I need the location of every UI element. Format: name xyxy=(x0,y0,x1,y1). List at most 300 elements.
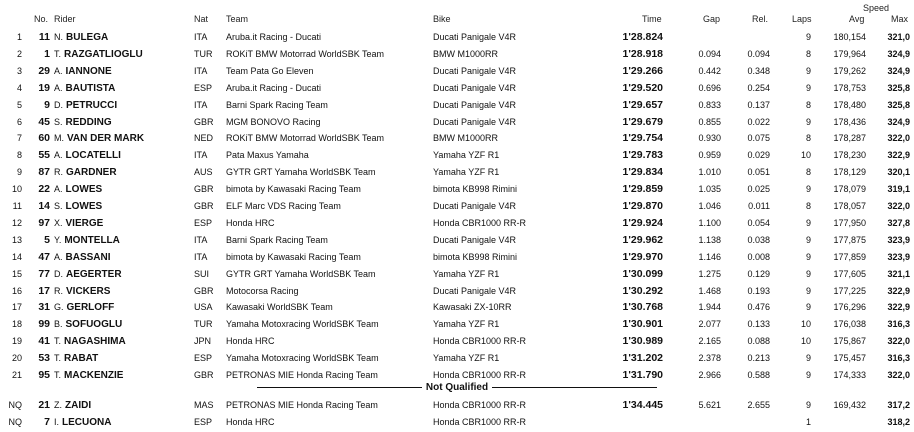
nationality-cell: ITA xyxy=(194,32,208,42)
rider-cell xyxy=(54,46,194,64)
time-cell: 1'30.099 xyxy=(622,267,663,280)
bike-cell: Yamaha YZF R1 xyxy=(433,150,500,161)
laps-cell: 9 xyxy=(805,217,811,228)
rider-surname: BULEGA xyxy=(66,32,109,43)
nationality-cell: TUR xyxy=(194,319,213,330)
laps-cell: 8 xyxy=(805,167,811,178)
rider-cell xyxy=(54,283,194,301)
time-cell: 1'29.924 xyxy=(622,216,663,229)
laps-cell: 9 xyxy=(805,184,811,195)
max-speed-cell: 322,9 xyxy=(887,302,910,313)
rel-cell: 0.011 xyxy=(748,201,770,211)
rider-initial: Y. xyxy=(54,234,62,245)
avg-speed-cell: 179,964 xyxy=(833,48,866,59)
separator-line-right xyxy=(492,387,657,388)
not-qualified-separator xyxy=(0,379,914,396)
avg-speed-cell: 175,867 xyxy=(833,336,866,347)
table-row xyxy=(0,164,914,181)
rider-surname: LOWES xyxy=(65,201,103,212)
rider-cell xyxy=(54,130,194,148)
rider-number-cell: 60 xyxy=(38,132,50,145)
time-cell: 1'29.962 xyxy=(622,233,663,246)
rider-surname: LOCATELLI xyxy=(65,150,121,162)
rider-cell xyxy=(54,350,194,368)
max-speed-cell: 323,9 xyxy=(887,251,910,262)
rel-cell: 0.029 xyxy=(747,150,770,161)
avg-speed-cell: 178,753 xyxy=(833,82,866,93)
gap-cell: 2.966 xyxy=(698,370,721,380)
rider-initial: T. xyxy=(54,48,62,59)
rider-cell xyxy=(54,114,194,132)
table-row xyxy=(0,266,914,283)
team-cell: Barni Spark Racing Team xyxy=(226,234,328,245)
team-cell: Honda HRC xyxy=(226,416,275,427)
avg-speed-cell: 174,333 xyxy=(833,370,866,380)
max-speed-cell: 321,0 xyxy=(887,32,910,42)
position-cell: 10 xyxy=(11,184,22,195)
team-cell: Aruba.it Racing - Ducati xyxy=(226,32,322,42)
rider-number-cell: 31 xyxy=(38,301,50,314)
rider-surname: RABAT xyxy=(64,353,99,365)
table-row xyxy=(0,198,914,215)
rider-cell xyxy=(54,299,194,317)
nationality-cell: GBR xyxy=(194,370,214,380)
time-cell: 1'30.768 xyxy=(622,301,663,314)
gap-cell: 0.959 xyxy=(698,150,721,161)
time-cell: 1'30.292 xyxy=(622,284,663,297)
rider-cell xyxy=(54,97,194,115)
laps-cell: 9 xyxy=(805,302,811,313)
rider-initial: R. xyxy=(54,285,63,296)
laps-cell: 8 xyxy=(805,133,811,144)
rider-initial: D. xyxy=(54,99,63,110)
rider-initial: M. xyxy=(54,133,64,144)
rider-initial: I. xyxy=(54,416,60,427)
rider-number-cell: 95 xyxy=(38,369,50,381)
header-time: Time xyxy=(642,14,662,24)
time-cell: 1'29.834 xyxy=(622,166,663,179)
rider-cell xyxy=(54,198,194,216)
nationality-cell: NED xyxy=(194,133,214,144)
nationality-cell: ESP xyxy=(194,416,213,427)
time-cell: 1'29.657 xyxy=(622,98,663,111)
bike-cell: Ducati Panigale V4R xyxy=(433,82,517,93)
avg-speed-cell: 180,154 xyxy=(833,32,866,42)
separator-line-left xyxy=(257,387,422,388)
bike-cell: Yamaha YZF R1 xyxy=(433,353,500,364)
laps-cell: 9 xyxy=(805,285,811,296)
team-cell: Aruba.it Racing - Ducati xyxy=(226,82,322,93)
rider-surname: VIERGE xyxy=(65,217,104,229)
rel-cell: 0.476 xyxy=(747,302,770,313)
nationality-cell: GBR xyxy=(194,184,214,195)
team-cell: Yamaha Motoxracing WorldSBK Team xyxy=(226,353,379,364)
position-cell: 4 xyxy=(16,82,22,93)
nationality-cell: ITA xyxy=(194,65,208,76)
time-cell: 1'29.970 xyxy=(622,250,663,263)
time-cell: 1'34.445 xyxy=(622,399,663,411)
position-cell: 13 xyxy=(11,234,22,245)
avg-speed-cell: 177,605 xyxy=(833,268,866,279)
rel-cell: 0.051 xyxy=(747,167,770,178)
gap-cell: 5.621 xyxy=(698,400,721,410)
table-row xyxy=(0,232,914,249)
nationality-cell: ESP xyxy=(194,217,213,228)
nationality-cell: ITA xyxy=(194,99,208,110)
position-cell: 17 xyxy=(11,302,22,313)
rider-initial: D. xyxy=(54,268,63,279)
team-cell: Team Pata Go Eleven xyxy=(226,65,314,76)
position-cell: 21 xyxy=(11,370,22,380)
rider-cell xyxy=(54,181,194,199)
nationality-cell: MAS xyxy=(194,400,214,410)
rider-initial: S. xyxy=(54,116,63,127)
position-cell: 15 xyxy=(11,268,22,279)
gap-cell: 1.944 xyxy=(698,302,721,313)
header-rel: Rel. xyxy=(752,14,769,24)
rider-number-cell: 1 xyxy=(44,47,50,60)
position-cell: 11 xyxy=(12,201,22,211)
rider-surname: REDDING xyxy=(65,116,112,128)
max-speed-cell: 325,8 xyxy=(887,99,910,110)
header-rider: Rider xyxy=(54,14,76,24)
rider-surname: PETRUCCI xyxy=(66,99,118,111)
rel-cell: 0.129 xyxy=(747,268,770,279)
rider-surname: MONTELLA xyxy=(64,234,120,246)
laps-cell: 9 xyxy=(805,234,811,245)
table-row xyxy=(0,181,914,198)
time-cell: 1'29.679 xyxy=(622,115,663,128)
bike-cell: Ducati Panigale V4R xyxy=(433,32,517,42)
rider-surname: SOFUOGLU xyxy=(65,319,123,331)
max-speed-cell: 316,3 xyxy=(887,353,910,364)
rel-cell: 0.054 xyxy=(747,217,770,228)
rider-cell xyxy=(54,147,194,165)
avg-speed-cell: 177,875 xyxy=(833,234,866,245)
bike-cell: BMW M1000RR xyxy=(433,133,499,144)
rider-initial: B. xyxy=(54,319,63,330)
avg-speed-cell: 176,038 xyxy=(833,319,866,330)
rider-number-cell: 5 xyxy=(44,233,50,246)
max-speed-cell: 322,9 xyxy=(887,150,910,161)
avg-speed-cell: 178,480 xyxy=(833,99,866,110)
max-speed-cell: 319,1 xyxy=(887,184,910,195)
rider-number-cell: 29 xyxy=(38,64,50,77)
nationality-cell: GBR xyxy=(194,116,214,127)
bike-cell: BMW M1000RR xyxy=(433,48,499,59)
time-cell: 1'29.870 xyxy=(622,200,663,212)
position-cell: 12 xyxy=(11,217,22,228)
laps-cell: 9 xyxy=(805,251,811,262)
max-speed-cell: 324,9 xyxy=(887,48,910,59)
rider-cell xyxy=(54,414,194,432)
team-cell: Motocorsa Racing xyxy=(226,285,299,296)
rider-initial: T. xyxy=(54,370,62,380)
avg-speed-cell: 177,950 xyxy=(833,217,866,228)
nationality-cell: ESP xyxy=(194,353,213,364)
rider-number-cell: 41 xyxy=(38,335,50,348)
team-cell: MGM BONOVO Racing xyxy=(226,116,321,127)
gap-cell: 2.165 xyxy=(698,336,721,347)
position-cell: 8 xyxy=(16,150,22,161)
bike-cell: Yamaha YZF R1 xyxy=(433,268,500,279)
header-no: No. xyxy=(34,14,49,24)
header-bike: Bike xyxy=(433,14,451,24)
rider-surname: BASSANI xyxy=(65,251,111,263)
gap-cell: 1.146 xyxy=(698,251,721,262)
position-cell: 14 xyxy=(11,251,22,262)
gap-cell: 2.077 xyxy=(698,319,721,330)
rider-cell xyxy=(54,80,194,98)
rider-surname: AEGERTER xyxy=(66,268,122,280)
rider-number-cell: 99 xyxy=(38,318,50,331)
gap-cell: 0.442 xyxy=(698,65,721,76)
rel-cell: 0.133 xyxy=(747,319,770,330)
table-row xyxy=(0,215,914,232)
nationality-cell: AUS xyxy=(194,167,213,178)
rider-initial: G. xyxy=(54,302,64,313)
max-speed-cell: 322,9 xyxy=(887,285,910,296)
gap-cell: 0.930 xyxy=(698,133,721,144)
header-gap: Gap xyxy=(703,14,721,24)
time-cell: 1'30.989 xyxy=(622,335,663,348)
avg-speed-cell: 178,230 xyxy=(833,150,866,161)
time-cell: 1'30.901 xyxy=(622,318,663,331)
laps-cell: 8 xyxy=(805,99,811,110)
rider-number-cell: 9 xyxy=(44,98,50,111)
bike-cell: Ducati Panigale V4R xyxy=(433,234,517,245)
team-cell: bimota by Kawasaki Racing Team xyxy=(226,184,361,195)
time-cell: 1'29.754 xyxy=(622,132,663,145)
rel-cell: 0.348 xyxy=(747,65,770,76)
rider-number-cell: 11 xyxy=(38,31,50,43)
position-cell: 5 xyxy=(16,99,22,110)
nationality-cell: JPN xyxy=(194,336,212,347)
rel-cell: 0.008 xyxy=(747,251,770,262)
rider-cell xyxy=(54,249,194,267)
table-row xyxy=(0,249,914,266)
time-cell: 1'29.266 xyxy=(622,64,663,77)
rider-number-cell: 22 xyxy=(38,183,50,196)
rider-surname: GERLOFF xyxy=(66,302,115,314)
bike-cell: Honda CBR1000 RR-R xyxy=(433,217,527,228)
bike-cell: Yamaha YZF R1 xyxy=(433,319,500,330)
avg-speed-cell: 176,296 xyxy=(833,302,866,313)
team-cell: Honda HRC xyxy=(226,217,275,228)
rider-number-cell: 19 xyxy=(38,81,50,94)
max-speed-cell: 322,0 xyxy=(887,201,910,211)
gap-cell: 0.094 xyxy=(698,48,721,59)
rel-cell: 0.193 xyxy=(747,285,770,296)
bike-cell: Ducati Panigale V4R xyxy=(433,116,517,127)
team-cell: ELF Marc VDS Racing Team xyxy=(226,201,341,211)
position-cell: NQ xyxy=(8,400,22,410)
table-row xyxy=(0,299,914,316)
time-cell: 1'28.918 xyxy=(622,47,663,60)
team-cell: Honda HRC xyxy=(226,336,275,347)
avg-speed-cell: 177,859 xyxy=(833,251,866,262)
header-speed: Speed xyxy=(863,3,890,13)
nationality-cell: SUI xyxy=(194,268,210,279)
time-cell: 1'29.859 xyxy=(622,183,663,196)
rel-cell: 0.137 xyxy=(747,99,770,110)
rider-cell xyxy=(54,333,194,351)
table-row xyxy=(0,29,914,46)
not-qualified-label: Not Qualified xyxy=(425,382,489,393)
avg-speed-cell: 179,262 xyxy=(833,65,866,76)
table-row xyxy=(0,283,914,300)
rider-initial: N. xyxy=(54,32,63,42)
gap-cell: 0.696 xyxy=(698,82,721,93)
position-cell: 18 xyxy=(11,319,22,330)
header-laps: Laps xyxy=(792,14,812,24)
rider-surname: GARDNER xyxy=(66,167,117,179)
nq-row xyxy=(0,397,914,414)
position-cell: 9 xyxy=(16,167,22,178)
max-speed-cell: 323,9 xyxy=(887,234,910,245)
nationality-cell: ITA xyxy=(194,234,208,245)
bike-cell: Kawasaki ZX-10RR xyxy=(433,302,512,313)
team-cell: GYTR GRT Yamaha WorldSBK Team xyxy=(226,268,376,279)
rider-cell xyxy=(54,63,194,81)
avg-speed-cell: 169,432 xyxy=(833,400,866,410)
bike-cell: bimota KB998 Rimini xyxy=(433,251,518,262)
table-row xyxy=(0,46,914,63)
table-row xyxy=(0,147,914,164)
bike-cell: Honda CBR1000 RR-R xyxy=(433,370,527,380)
rider-cell xyxy=(54,232,194,250)
rel-cell: 0.038 xyxy=(747,234,770,245)
team-cell: PETRONAS MIE Honda Racing Team xyxy=(226,400,378,410)
rider-number-cell: 17 xyxy=(38,284,50,297)
nationality-cell: ESP xyxy=(194,82,213,93)
max-speed-cell: 322,0 xyxy=(887,133,910,144)
rider-initial: A. xyxy=(54,251,63,262)
rel-cell: 0.025 xyxy=(747,184,770,195)
table-row xyxy=(0,130,914,147)
laps-cell: 8 xyxy=(805,201,811,211)
nationality-cell: GBR xyxy=(194,285,214,296)
laps-cell: 9 xyxy=(805,82,811,93)
rider-number-cell: 45 xyxy=(38,115,50,128)
bike-cell: Honda CBR1000 RR-R xyxy=(433,336,527,347)
rider-cell xyxy=(54,29,194,47)
bike-cell: Ducati Panigale V4R xyxy=(433,99,517,110)
max-speed-cell: 321,1 xyxy=(887,268,910,279)
rider-initial: Z. xyxy=(54,400,62,410)
laps-cell: 9 xyxy=(805,400,811,410)
table-row xyxy=(0,97,914,114)
laps-cell: 10 xyxy=(800,336,811,347)
rider-number-cell: 14 xyxy=(38,200,50,212)
time-cell: 1'28.824 xyxy=(622,31,663,43)
position-cell: 16 xyxy=(11,285,22,296)
rider-number-cell: 7 xyxy=(44,415,50,428)
max-speed-cell: 325,8 xyxy=(887,82,910,93)
gap-cell: 0.833 xyxy=(698,99,721,110)
position-cell: 6 xyxy=(16,116,22,127)
laps-cell: 10 xyxy=(800,150,811,161)
gap-cell: 1.275 xyxy=(698,268,721,279)
laps-cell: 9 xyxy=(805,268,811,279)
gap-cell: 1.468 xyxy=(698,285,721,296)
rider-initial: T. xyxy=(54,336,62,347)
table-row xyxy=(0,350,914,367)
rider-number-cell: 21 xyxy=(38,399,50,411)
avg-speed-cell: 178,287 xyxy=(833,133,866,144)
laps-cell: 9 xyxy=(805,65,811,76)
rel-cell: 2.655 xyxy=(747,400,770,410)
max-speed-cell: 316,3 xyxy=(887,319,910,330)
avg-speed-cell: 178,436 xyxy=(833,116,866,127)
team-cell: bimota by Kawasaki Racing Team xyxy=(226,251,361,262)
rider-cell xyxy=(54,397,194,415)
rider-surname: VICKERS xyxy=(66,285,111,297)
nationality-cell: GBR xyxy=(194,201,214,211)
avg-speed-cell: 177,225 xyxy=(833,285,866,296)
rider-initial: A. xyxy=(54,82,63,93)
gap-cell: 1.046 xyxy=(698,201,721,211)
header-nat: Nat xyxy=(194,14,209,24)
rider-number-cell: 53 xyxy=(38,352,50,365)
team-cell: Pata Maxus Yamaha xyxy=(226,150,309,161)
rider-number-cell: 97 xyxy=(38,216,50,229)
team-cell: ROKiT BMW Motorrad WorldSBK Team xyxy=(226,133,385,144)
table-row xyxy=(0,80,914,97)
header-avg: Avg xyxy=(849,14,865,24)
rider-cell xyxy=(54,316,194,334)
bike-cell: Ducati Panigale V4R xyxy=(433,65,517,76)
team-cell: GYTR GRT Yamaha WorldSBK Team xyxy=(226,167,376,178)
position-cell: 1 xyxy=(16,32,22,42)
gap-cell: 0.855 xyxy=(698,116,721,127)
rider-initial: S. xyxy=(54,201,63,211)
gap-cell: 2.378 xyxy=(698,353,721,364)
rider-initial: T. xyxy=(54,353,62,364)
team-cell: Yamaha Motoxracing WorldSBK Team xyxy=(226,319,379,330)
gap-cell: 1.010 xyxy=(698,167,721,178)
gap-cell: 1.138 xyxy=(698,234,721,245)
header-max: Max xyxy=(891,14,909,24)
gap-cell: 1.100 xyxy=(698,217,721,228)
laps-cell: 9 xyxy=(805,116,811,127)
time-cell: 1'31.202 xyxy=(622,352,663,365)
rider-cell xyxy=(54,164,194,182)
rider-surname: MACKENZIE xyxy=(64,370,124,381)
table-row xyxy=(0,63,914,80)
rel-cell: 0.588 xyxy=(747,370,770,380)
laps-cell: 10 xyxy=(800,319,811,330)
avg-speed-cell: 175,457 xyxy=(833,353,866,364)
rel-cell: 0.094 xyxy=(747,48,770,59)
rel-cell: 0.022 xyxy=(747,116,770,127)
team-cell: ROKiT BMW Motorrad WorldSBK Team xyxy=(226,48,385,59)
position-cell: 19 xyxy=(11,336,22,347)
nationality-cell: ITA xyxy=(194,150,208,161)
max-speed-cell: 327,8 xyxy=(887,217,910,228)
time-cell: 1'31.790 xyxy=(622,369,663,381)
time-cell: 1'29.783 xyxy=(622,149,663,162)
table-row xyxy=(0,114,914,131)
laps-cell: 9 xyxy=(805,353,811,364)
nationality-cell: USA xyxy=(194,302,213,313)
max-speed-cell: 322,0 xyxy=(887,336,910,347)
max-speed-cell: 322,0 xyxy=(887,370,910,380)
rider-cell xyxy=(54,215,194,233)
rider-initial: A. xyxy=(54,184,63,195)
rider-surname: IANNONE xyxy=(65,65,112,77)
rel-cell: 0.075 xyxy=(747,133,770,144)
